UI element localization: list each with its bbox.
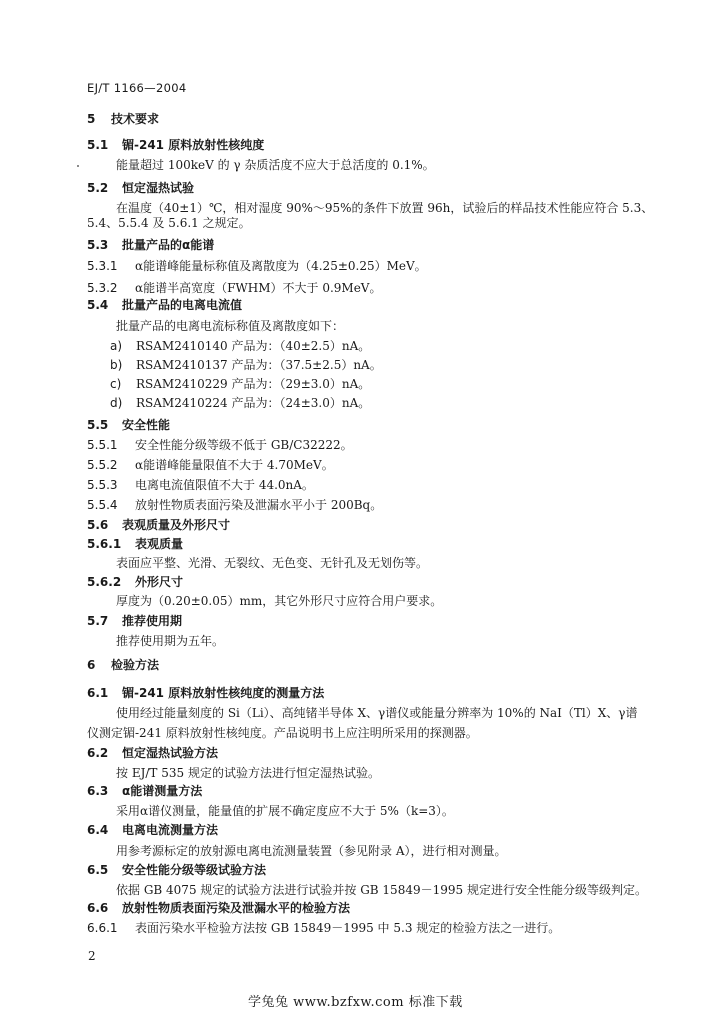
clause-number: 6.4 (87, 823, 109, 837)
clause-text: 推荐使用期 (122, 614, 183, 628)
clause-text: 安全性能 (122, 418, 171, 432)
clause-number: 5.5.1 (87, 438, 118, 452)
clause-text: 表观质量 (135, 537, 184, 551)
footer-watermark: 学兔兔 www.bzfxw.com 标准下载 (248, 995, 463, 1010)
section-heading (87, 685, 324, 701)
clause-number: 5.3 (87, 238, 109, 252)
paragraph-line (116, 593, 442, 609)
paragraph-line (116, 157, 435, 173)
clause-text: 表面污染水平检验方法按 GB 15849－1995 中 5.3 规定的检验方法之一进行。 (135, 921, 561, 935)
clause-text: 用参考源标定的放射源电离电流测量装置（参见附录 A），进行相对测量。 (116, 844, 507, 858)
page-number: 2 (88, 949, 96, 963)
clause-number: 5.7 (87, 614, 109, 628)
clause-text: α能谱峰能量标称值及离散度为（4.25±0.25）MeV。 (135, 259, 427, 273)
clause-text: 恒定湿热试验 (122, 181, 195, 195)
section-heading (87, 613, 182, 629)
clause-number: 5.5.4 (87, 498, 118, 512)
section-heading (87, 822, 218, 838)
clause-number: 5.1 (87, 138, 109, 152)
clause-number: 5.6.2 (87, 575, 122, 589)
paragraph-line (116, 765, 380, 781)
clause-number: b) (110, 358, 123, 372)
clause-text: 批量产品的α能谱 (122, 238, 215, 252)
clause-text: 按 EJ/T 535 规定的试验方法进行恒定湿热试验。 (116, 766, 380, 780)
paragraph-line (87, 725, 478, 741)
section-heading (87, 237, 214, 253)
clause-number: c) (110, 377, 122, 391)
clause-number: 5.3.2 (87, 281, 118, 295)
section-heading (87, 745, 218, 761)
paragraph-line (116, 633, 224, 649)
clause-number: 6.2 (87, 746, 109, 760)
paragraph-line (116, 555, 428, 571)
clause-text: 采用α谱仪测量，能量值的扩展不确定度应不大于 5%（k=3）。 (116, 804, 454, 818)
clause-text: 放射性物质表面污染及泄漏水平小于 200Bq。 (135, 498, 383, 512)
paragraph-line (116, 318, 344, 334)
list-item (110, 357, 382, 373)
clause-number: 6.6 (87, 901, 109, 915)
section-heading (87, 417, 170, 433)
clause-number: 5.5 (87, 418, 109, 432)
section-heading (87, 574, 183, 590)
clause-text: 放射性物质表面污染及泄漏水平的检验方法 (122, 901, 351, 915)
section-heading (87, 111, 159, 127)
list-item (110, 338, 370, 354)
paragraph-line (87, 258, 427, 274)
clause-number: 5.6 (87, 518, 109, 532)
paragraph-line (87, 215, 251, 231)
clause-text: 在温度（40±1）℃，相对湿度 90%～95%的条件下放置 96h，试验后的样品技术性能应符合 5.3、 (116, 201, 654, 215)
clause-number: 5 (87, 112, 96, 126)
clause-text: 厚度为（0.20±0.05）mm，其它外形尺寸应符合用户要求。 (116, 594, 443, 608)
paragraph-line (87, 457, 334, 473)
section-heading (87, 517, 230, 533)
clause-number: 5.2 (87, 181, 109, 195)
clause-text: 批量产品的电离电流标称值及离散度如下： (116, 319, 345, 333)
paragraph-line (87, 920, 560, 936)
standard-number: EJ/T 1166—2004 (87, 81, 187, 95)
clause-number: 5.3.1 (87, 259, 118, 273)
clause-number: 6 (87, 658, 96, 672)
paragraph-line (116, 803, 454, 819)
section-heading (87, 137, 264, 153)
clause-number: 5.6.1 (87, 537, 122, 551)
clause-number: 6.6.1 (87, 921, 118, 935)
section-heading (87, 297, 242, 313)
clause-number: 6.3 (87, 784, 109, 798)
section-heading (87, 900, 350, 916)
section-heading (87, 180, 194, 196)
section-heading (87, 862, 266, 878)
clause-number: 5.5.2 (87, 458, 118, 472)
clause-text: 表面应平整、光滑、无裂纹、无色变、无针孔及无划伤等。 (116, 556, 429, 570)
clause-text: 镅-241 原料放射性核纯度 (122, 138, 265, 152)
clause-text: 推荐使用期为五年。 (116, 634, 225, 648)
section-heading (87, 536, 183, 552)
paragraph-line (116, 843, 506, 859)
paragraph-line (116, 705, 637, 721)
clause-text: 检验方法 (111, 658, 160, 672)
paragraph-line (87, 280, 381, 296)
list-item (110, 395, 370, 411)
clause-number: a) (110, 339, 123, 353)
clause-number: 6.5 (87, 863, 109, 877)
paragraph-line (87, 477, 314, 493)
clause-text: RSAM2410224 产品为：（24±3.0）nA。 (136, 396, 371, 410)
paragraph-line (87, 497, 382, 513)
clause-text: 表观质量及外形尺寸 (122, 518, 231, 532)
clause-number: d) (110, 396, 123, 410)
paragraph-line (87, 437, 353, 453)
clause-number: 5.5.3 (87, 478, 118, 492)
clause-text: RSAM2410140 产品为：（40±2.5）nA。 (136, 339, 371, 353)
paragraph-line (116, 200, 653, 216)
scan-speck (77, 165, 79, 167)
clause-text: 仪测定镅-241 原料放射性核纯度。产品说明书上应注明所采用的探测器。 (87, 726, 478, 740)
clause-text: 安全性能分级等级不低于 GB/C32222。 (135, 438, 353, 452)
section-heading (87, 657, 159, 673)
clause-text: 5.4、5.5.4 及 5.6.1 之规定。 (87, 216, 251, 230)
clause-text: 依据 GB 4075 规定的试验方法进行试验并按 GB 15849－1995 规定进行安全性能分级等级判定。 (116, 883, 647, 897)
clause-text: RSAM2410229 产品为：（29±3.0）nA。 (136, 377, 371, 391)
section-heading (87, 783, 202, 799)
clause-text: 能量超过 100keV 的 γ 杂质活度不应大于总活度的 0.1%。 (116, 158, 435, 172)
clause-text: 外形尺寸 (135, 575, 184, 589)
clause-text: α能谱测量方法 (122, 784, 203, 798)
clause-text: 安全性能分级等级试验方法 (122, 863, 267, 877)
clause-text: 电离电流值限值不大于 44.0nA。 (135, 478, 314, 492)
clause-number: 5.4 (87, 298, 109, 312)
clause-text: 使用经过能量刻度的 Si（Li）、高纯锗半导体 X、γ谱仪或能量分辨率为 10%的 NaI（Tl）X、γ谱 (116, 706, 638, 720)
paragraph-line (116, 882, 647, 898)
clause-text: 电离电流测量方法 (122, 823, 219, 837)
clause-text: α能谱峰能量限值不大于 4.70MeV。 (135, 458, 334, 472)
clause-text: 镅-241 原料放射性核纯度的测量方法 (122, 686, 325, 700)
clause-text: RSAM2410137 产品为：（37.5±2.5）nA。 (136, 358, 382, 372)
clause-text: 批量产品的电离电流值 (122, 298, 243, 312)
clause-text: 技术要求 (111, 112, 160, 126)
list-item (110, 376, 370, 392)
clause-number: 6.1 (87, 686, 109, 700)
clause-text: 恒定湿热试验方法 (122, 746, 219, 760)
clause-text: α能谱半高宽度（FWHM）不大于 0.9MeV。 (135, 281, 382, 295)
